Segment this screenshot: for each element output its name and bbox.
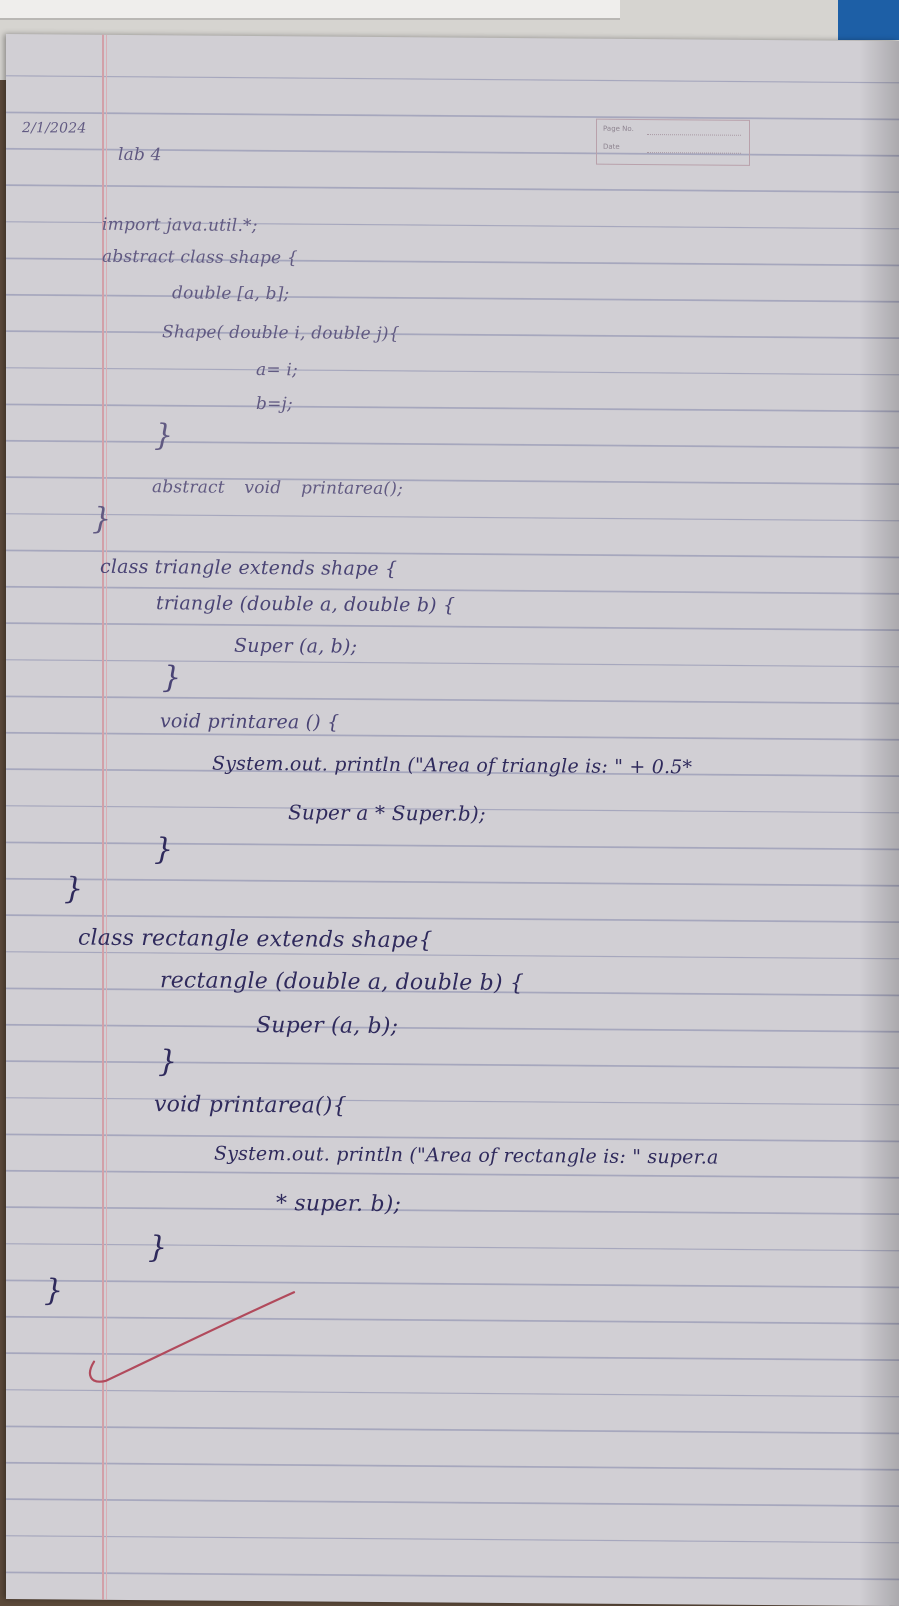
code-line: } [92,501,112,537]
red-tick-mark-icon [66,1266,306,1398]
code-line: triangle (double a, double b) { [156,592,456,617]
code-line: b=j; [256,393,293,415]
code-line: } [158,1044,178,1080]
code-line: class rectangle extends shape{ [78,925,433,954]
date-label: Date [603,142,620,151]
code-line: } [64,871,84,907]
code-line: Shape( double i, double j){ [162,322,400,345]
code-line: } [154,418,174,454]
code-line: import java.util.*; [102,214,258,236]
page-shadow [859,41,899,1606]
code-line: * super. b); [276,1191,402,1218]
page-no-label: Page No. [603,124,634,133]
code-line: rectangle (double a, double b) { [160,968,525,997]
monitor-edge [0,0,620,20]
blue-object [838,0,899,40]
page-number-box [596,119,750,166]
code-line: Super (a, b); [256,1012,399,1040]
code-line: abstract void printarea(); [152,477,404,500]
code-line: System.out. println ("Area of rectangle is: " super.a [214,1142,719,1169]
date-line [647,151,741,154]
code-line: } [162,660,182,696]
code-line: void printarea () { [160,710,340,734]
code-line: abstract class shape { [102,246,298,269]
code-line: Super a * Super.b); [288,800,486,826]
code-line: double [a, b]; [172,283,290,305]
code-line: class triangle extends shape { [100,555,398,581]
code-line: void printarea(){ [154,1092,347,1119]
code-line: System.out. println ("Area of triangle is: " + 0.5* [212,752,693,779]
code-line: } [148,1230,168,1266]
code-line: } [154,832,174,868]
code-line: Super (a, b); [234,634,358,658]
code-line: } [44,1273,64,1309]
date-mark: 2/1/2024 [22,120,87,137]
page-no-line [647,133,741,136]
notebook-page [6,34,899,1606]
code-line: a= i; [256,359,298,381]
code-line: lab 4 [118,144,162,166]
